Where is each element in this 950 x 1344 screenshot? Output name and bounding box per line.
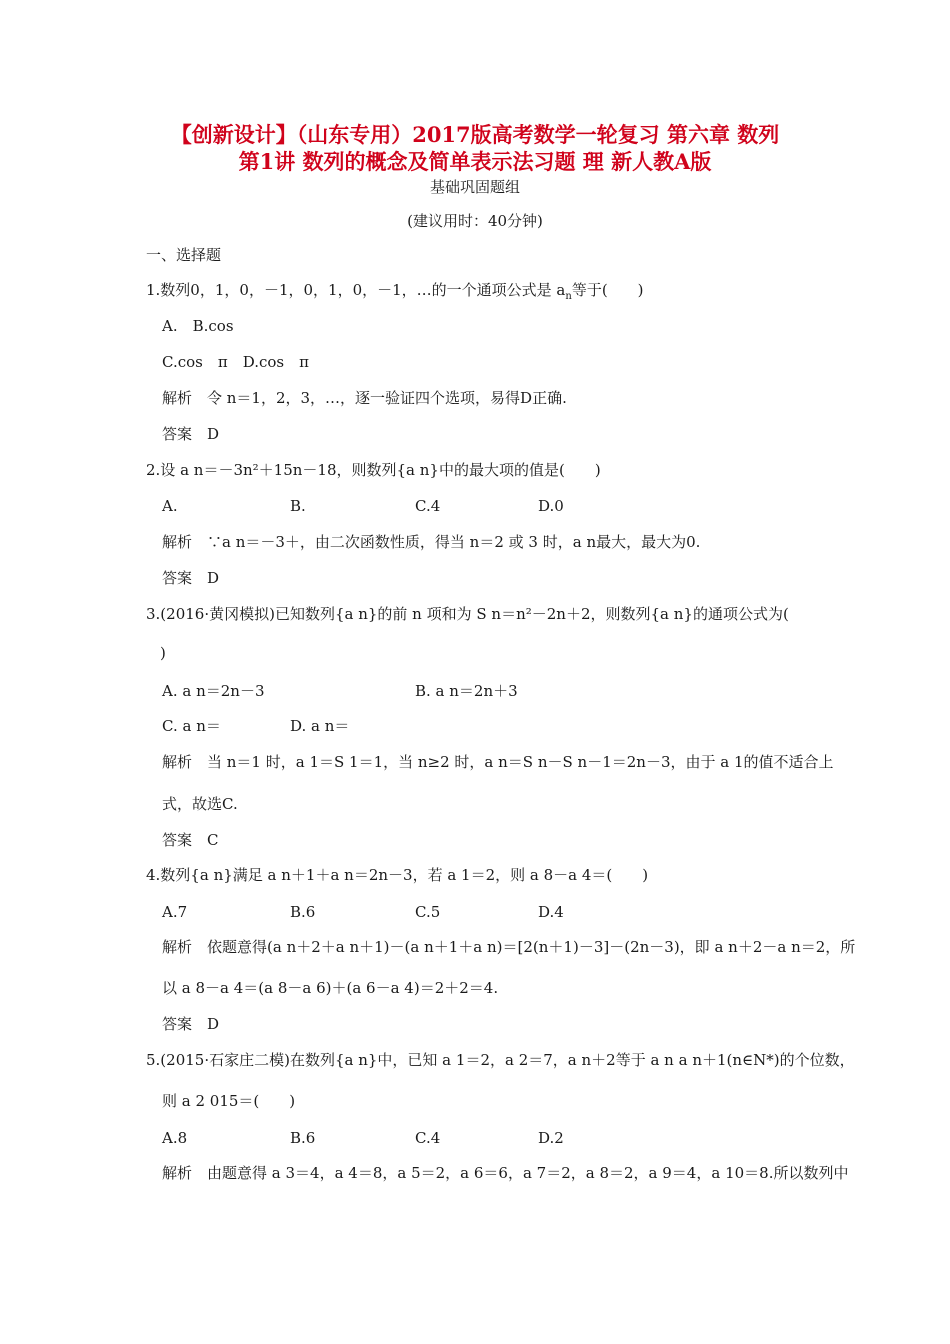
q5-option-b: B.6 [290,1129,316,1147]
q3-answer: 答案 C [162,831,219,849]
q4-answer: 答案 D [162,1015,220,1033]
q3-stem: 3.(2016·黄冈模拟)已知数列{a n}的前 n 项和为 S n＝n²－2n＋2，则数列{a n}的通项公式为( [146,605,789,623]
q2-option-b: B. [290,497,306,515]
doc-title-line2: 第1讲 数列的概念及简单表示法习题 理 新人教A版 [238,149,712,174]
q2-option-a: A. [162,497,178,515]
doc-title-line1: 【创新设计】（山东专用）2017版高考数学一轮复习 第六章 数列 [170,122,780,147]
q4-option-b: B.6 [290,903,316,921]
q3-option-a: A. a n＝2n－3 [162,682,265,700]
q4-stem: 4.数列{a n}满足 a n＋1＋a n＝2n－3，若 a 1＝2，则 a 8－a 4＝( ) [146,866,649,884]
q4-analysis-cont: 以 a 8－a 4＝(a 8－a 6)＋(a 6－a 4)＝2＋2＝4. [162,979,499,997]
q4-option-a: A.7 [162,903,188,921]
q5-stem-cont: 则 a 2 015＝( ) [162,1092,296,1110]
q1-options-ab: A. B.cos [162,317,234,335]
q4-analysis: 解析 依题意得(a n＋2＋a n＋1)－(a n＋1＋a n)＝[2(n＋1)－3]－(2n－3)，即 a n＋2－a n＝2，所 [162,938,856,956]
q5-stem: 5.(2015·石家庄二模)在数列{a n}中，已知 a 1＝2，a 2＝7，a n＋2等于 a n a n＋1(n∈N*)的个位数， [146,1051,855,1069]
q1-answer: 答案 D [162,425,220,443]
q3-analysis: 解析 当 n＝1 时，a 1＝S 1＝1，当 n≥2 时，a n＝S n－S n－1＝2n－3，由于 a 1的值不适合上 [162,753,834,771]
q3-option-b: B. a n＝2n＋3 [415,682,518,700]
q1-options-cd: C.cos π D.cos π [162,353,309,371]
q5-option-a: A.8 [162,1129,188,1147]
q3-option-c: C. a n＝ [162,717,221,735]
q3-analysis-cont: 式，故选C. [162,795,238,813]
time-hint: (建议用时：40分钟) [407,212,543,230]
q2-option-d: D.0 [538,497,564,515]
section-heading: 一、选择题 [146,246,222,264]
q2-stem: 2.设 a n＝－3n²＋15n－18，则数列{a n}中的最大项的值是( ) [146,461,601,479]
q1-analysis: 解析 令 n＝1，2，3，…，逐一验证四个选项，易得D正确. [162,389,567,407]
q2-analysis: 解析 ∵a n＝－3＋，由二次函数性质，得当 n＝2 或 3 时，a n最大，最大为0. [162,533,701,551]
q2-answer: 答案 D [162,569,220,587]
q3-stem-cont: ) [160,644,166,662]
q1-stem: 1.数列0，1，0，－1，0，1，0，－1，…的一个通项公式是 $a_n$等于( ) [146,281,644,302]
q3-option-d: D. a n＝ [290,717,350,735]
q2-option-c: C.4 [415,497,441,515]
q5-analysis: 解析 由题意得 a 3＝4，a 4＝8，a 5＝2，a 6＝6，a 7＝2，a 8＝2，a 9＝4，a 10＝8.所以数列中 [162,1164,849,1182]
q5-option-c: C.4 [415,1129,441,1147]
q4-option-c: C.5 [415,903,441,921]
q4-option-d: D.4 [538,903,564,921]
q5-option-d: D.2 [538,1129,564,1147]
group-heading: 基础巩固题组 [429,178,520,196]
